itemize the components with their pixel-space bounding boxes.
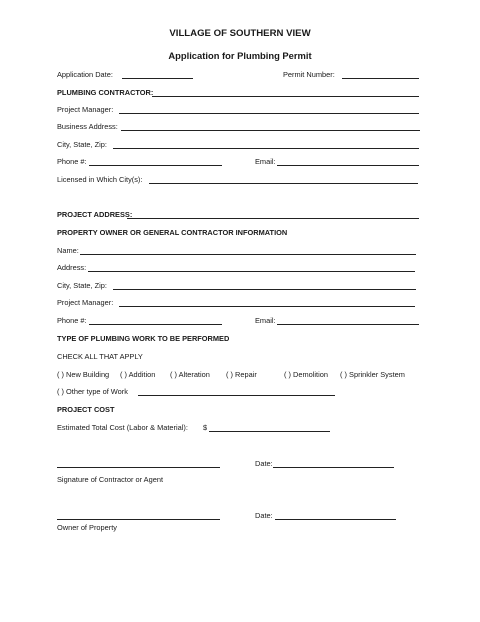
owner-signature-caption-row — [0, 520, 480, 536]
option-new-building[interactable]: ( ) New Building — [57, 370, 110, 379]
owner-address-label: Address: — [57, 263, 87, 272]
contractor-project-manager-row — [0, 102, 480, 118]
licensed-cities-label: Licensed in Which City(s): — [57, 175, 143, 184]
owner-phone-email-row — [0, 313, 480, 329]
estimated-cost-row — [0, 420, 480, 436]
project-address-label: PROJECT ADDRESS: — [57, 210, 133, 219]
business-address-field[interactable] — [121, 130, 420, 131]
contractor-city-state-zip-row — [0, 137, 480, 153]
contractor-email-field[interactable] — [277, 165, 419, 166]
owner-address-row — [0, 260, 480, 276]
project-cost-heading: PROJECT COST — [57, 405, 115, 414]
contractor-phone-label: Phone #: — [57, 157, 87, 166]
business-address-label: Business Address: — [57, 122, 118, 131]
work-type-heading: TYPE OF PLUMBING WORK TO BE PERFORMED — [57, 334, 230, 343]
business-address-row — [0, 119, 480, 135]
licensed-cities-row — [0, 172, 480, 188]
project-address-field[interactable] — [127, 218, 419, 219]
project-address-row — [0, 207, 480, 223]
option-addition[interactable]: ( ) Addition — [120, 370, 156, 379]
owner-name-field[interactable] — [80, 254, 416, 255]
owner-heading-row — [0, 225, 480, 241]
owner-address-field[interactable] — [88, 271, 415, 272]
work-type-instruction-row — [0, 349, 480, 365]
contractor-phone-field[interactable] — [89, 165, 222, 166]
estimated-cost-label: Estimated Total Cost (Labor & Material): — [57, 423, 188, 432]
permit-number-label: Permit Number: — [283, 70, 335, 79]
other-work-row — [0, 384, 480, 400]
option-demolition[interactable]: ( ) Demolition — [284, 370, 328, 379]
currency-symbol: $ — [203, 423, 208, 432]
owner-city-state-zip-row — [0, 278, 480, 294]
work-type-options-row — [0, 367, 480, 383]
owner-name-row — [0, 243, 480, 259]
owner-date-label: Date: — [255, 511, 273, 520]
option-sprinkler-system[interactable]: ( ) Sprinkler System — [340, 370, 405, 379]
owner-email-label: Email: — [255, 316, 276, 325]
contractor-email-label: Email: — [255, 157, 276, 166]
owner-section-heading: PROPERTY OWNER OR GENERAL CONTRACTOR INFORMATION — [57, 228, 288, 237]
option-other-work[interactable]: ( ) Other type of Work — [57, 387, 128, 396]
application-date-row — [0, 67, 480, 83]
contractor-signature-field[interactable] — [57, 467, 220, 468]
plumbing-contractor-field[interactable] — [152, 96, 419, 97]
contractor-project-manager-label: Project Manager: — [57, 105, 114, 114]
estimated-cost-field[interactable] — [209, 431, 330, 432]
plumbing-contractor-row — [0, 85, 480, 101]
owner-phone-field[interactable] — [89, 324, 222, 325]
contractor-signature-caption-row — [0, 472, 480, 488]
owner-project-manager-field[interactable] — [119, 306, 415, 307]
contractor-phone-email-row — [0, 154, 480, 170]
application-date-field[interactable] — [122, 78, 193, 79]
contractor-city-state-zip-field[interactable] — [113, 148, 419, 149]
application-date-label: Application Date: — [57, 70, 113, 79]
option-repair[interactable]: ( ) Repair — [226, 370, 257, 379]
owner-property-label: Owner of Property — [57, 523, 117, 532]
option-alteration[interactable]: ( ) Alteration — [170, 370, 210, 379]
project-cost-heading-row — [0, 402, 480, 418]
other-work-field[interactable] — [138, 395, 335, 396]
contractor-signature-label: Signature of Contractor or Agent — [57, 475, 163, 484]
permit-number-field[interactable] — [342, 78, 419, 79]
owner-email-field[interactable] — [277, 324, 419, 325]
owner-phone-label: Phone #: — [57, 316, 87, 325]
owner-name-label: Name: — [57, 246, 79, 255]
village-name: VILLAGE OF SOUTHERN VIEW — [169, 28, 311, 39]
contractor-project-manager-field[interactable] — [119, 113, 419, 114]
work-type-instruction: CHECK ALL THAT APPLY — [57, 352, 143, 361]
owner-project-manager-row — [0, 295, 480, 311]
owner-city-state-zip-field[interactable] — [113, 289, 416, 290]
contractor-city-state-zip-label: City, State, Zip: — [57, 140, 107, 149]
contractor-signature-row — [0, 456, 480, 472]
work-type-heading-row — [0, 331, 480, 347]
contractor-date-field[interactable] — [273, 467, 394, 468]
owner-city-state-zip-label: City, State, Zip: — [57, 281, 107, 290]
licensed-cities-field[interactable] — [149, 183, 418, 184]
plumbing-contractor-label: PLUMBING CONTRACTOR: — [57, 88, 154, 97]
contractor-date-label: Date: — [255, 459, 273, 468]
page-title: Application for Plumbing Permit — [168, 50, 312, 61]
owner-project-manager-label: Project Manager: — [57, 298, 114, 307]
